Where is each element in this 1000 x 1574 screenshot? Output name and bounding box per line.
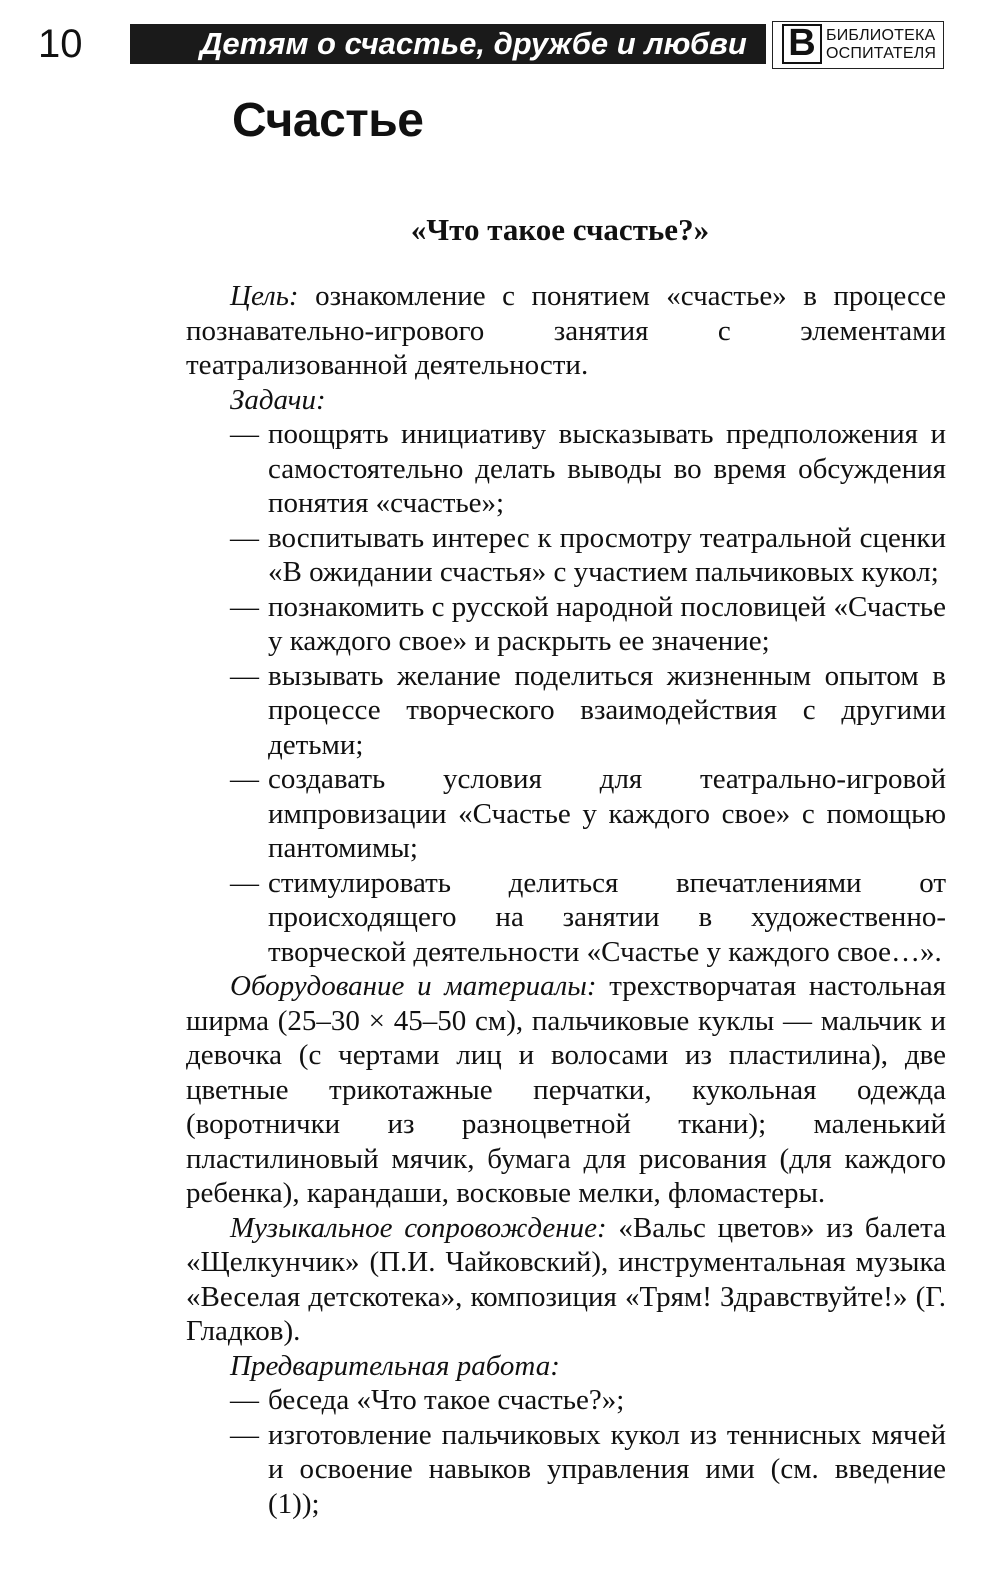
preliminary-item: — беседа «Что такое счастье?»; xyxy=(268,1383,946,1418)
preliminary-item: — изготовление пальчиковых кукол из теннисных мячей и освоение навыков управления ими (см. введение (1)); xyxy=(268,1418,946,1522)
section-title: Счастье xyxy=(232,94,424,147)
goal-label: Цель: xyxy=(230,280,299,312)
equipment-text: трехстворчатая настольная ширма (25–30 × 45–50 см), пальчиковые куклы — мальчик и девочка (с чертами лиц и волосами из пластилина), две цветные трикотажные перчатки, кукольная одежда (воротнички из разноцветной ткани); маленький пластилиновый мячик, бумага для рисования (для каждого ребенка), карандаши, восковые мелки, фломастеры. xyxy=(186,970,946,1209)
music-text: «Вальс цветов» из балета «Щелкунчик» (П.И. Чайковский), инструментальная музыка «Веселая детскотека», композиция «Трям! Здравствуйте!» (Г. Гладков). xyxy=(186,1211,946,1347)
tasks-heading xyxy=(186,383,946,418)
page-number: 10 xyxy=(38,22,83,66)
goal-paragraph xyxy=(186,279,946,383)
task-item: — познакомить с русской народной пословицей «Счастье у каждого свое» и раскрыть ее значение; xyxy=(268,590,946,659)
goal-text: ознакомление с понятием «счастье» в процессе познавательно-игрового занятия с элементами театрализованной деятельности. xyxy=(186,280,946,381)
series-logo-line1: БИБЛИОТЕКА xyxy=(826,27,936,44)
book-title: Детям о счастье, дружбе и любви xyxy=(200,26,747,61)
series-logo-text xyxy=(826,27,944,63)
preliminary-list xyxy=(186,1383,946,1521)
preliminary-label: Предварительная работа: xyxy=(230,1349,560,1382)
lesson-title: «Что такое счастье?» xyxy=(410,212,710,247)
task-item: — создавать условия для театрально-игровой импровизации «Счастье у каждого свое» с помощью пантомимы; xyxy=(268,762,946,866)
lesson-text xyxy=(186,279,946,1521)
equipment-label: Оборудование и материалы: xyxy=(230,970,597,1002)
series-logo-letter: В xyxy=(782,24,822,64)
task-item: — стимулировать делиться впечатлениями от происходящего на занятии в художественно-творческой деятельности «Счастье у каждого свое…». xyxy=(268,866,946,970)
task-item: — поощрять инициативу высказывать предположения и самостоятельно делать выводы во время обсуждения понятия «счастье»; xyxy=(268,417,946,521)
task-item: — вызывать желание поделиться жизненным опытом в процессе творческого взаимодействия с другими детьми; xyxy=(268,659,946,763)
series-logo-line2: ОСПИТАТЕЛЯ xyxy=(826,45,937,62)
equipment-paragraph xyxy=(186,969,946,1211)
task-item: — воспитывать интерес к просмотру театральной сценки «В ожидании счастья» с участием пальчиковых кукол; xyxy=(268,521,946,590)
tasks-list xyxy=(186,417,946,969)
tasks-label: Задачи: xyxy=(230,383,326,416)
music-label: Музыкальное сопровождение: xyxy=(230,1211,607,1244)
preliminary-heading xyxy=(186,1349,946,1384)
music-paragraph xyxy=(186,1211,946,1349)
